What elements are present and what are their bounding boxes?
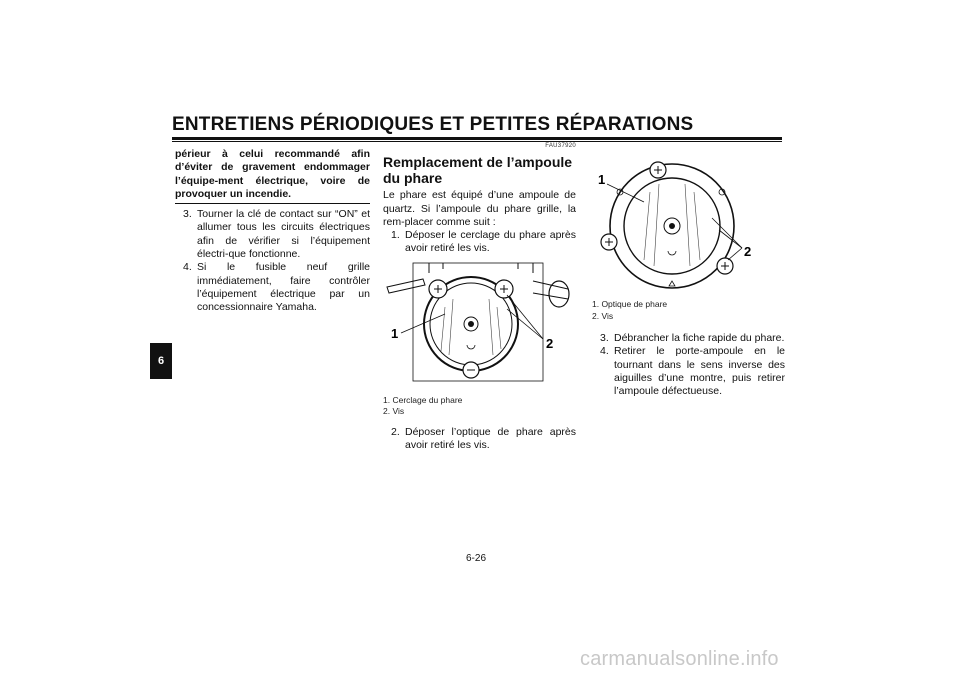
callout-2: 2 (744, 244, 752, 259)
step-text: Tourner la clé de contact sur “ON” et allumer tous les circuits électriques afin de vérifier si l’équipement électri-que fonctionne. (197, 208, 370, 261)
figure-caption-2: 2. Vis (592, 310, 614, 321)
step-number: 4. (600, 345, 609, 358)
mirror-stalk (549, 281, 569, 307)
step-text: Déposer le cerclage du phare après avoir retiré les vis. (405, 229, 576, 255)
step-number: 3. (600, 332, 609, 344)
handlebar-right (533, 281, 568, 299)
screw-top-left (429, 280, 447, 298)
step-number: 4. (183, 261, 192, 274)
callout-2: 2 (546, 335, 554, 351)
callout-1: 1 (391, 325, 399, 341)
step-3 (183, 208, 370, 261)
screw-bottom (463, 362, 479, 378)
handlebar-left (387, 279, 425, 293)
intro-paragraph: Le phare est équipé d’une ampoule de quartz. Si l’ampoule du phare grille, la rem-placer comme suit : (383, 189, 576, 228)
step-number: 3. (183, 208, 192, 221)
screw-top-right (495, 280, 513, 298)
figure-caption-2: 2. Vis (383, 406, 405, 417)
step-1 (391, 229, 576, 256)
screw-left (601, 234, 617, 250)
callout-1: 1 (598, 172, 606, 187)
page-number: 6-26 (466, 553, 487, 564)
headlight-unit-figure (592, 156, 777, 296)
middle-column (383, 140, 576, 452)
step-text: Débrancher la fiche rapide du phare. (614, 332, 785, 344)
screw-right (717, 258, 733, 274)
figure-caption-1: 1. Cerclage du phare (383, 394, 463, 405)
section-title: Remplacement de l’ampoule du phare (383, 154, 573, 187)
screw-top (650, 162, 666, 178)
chapter-tab: 6 (150, 343, 172, 379)
right-column (592, 140, 785, 398)
left-column (175, 148, 370, 315)
watermark: carmanualsonline.info (580, 648, 779, 670)
figure-caption-1: 1. Optique de phare (592, 299, 668, 309)
step-4 (600, 345, 785, 398)
headlight-rim-figure (383, 259, 573, 391)
step-number: 2. (391, 425, 400, 438)
step-4 (183, 261, 370, 314)
step-text: Si le fusible neuf grille immédiatement, faire contrôler l’équipement électrique par un concessionnaire Yamaha. (197, 261, 370, 314)
step-2 (391, 426, 576, 453)
page-title: ENTRETIENS PÉRIODIQUES ET PETITES RÉPARATIONS (172, 114, 694, 135)
warning-rule (175, 203, 370, 204)
bracket-detail (429, 263, 533, 273)
warning-text: périeur à celui recommandé afin d’éviter de gravement endommager l’équipe-ment électrique, voire de provoquer un incendie. (175, 148, 370, 200)
step-number: 1. (391, 229, 400, 242)
bulb-core (669, 223, 675, 229)
reference-code: FAU37920 (545, 143, 576, 149)
step-text: Déposer l’optique de phare après avoir retiré les vis. (405, 425, 576, 452)
bulb-core (468, 321, 474, 327)
step-text: Retirer le porte-ampoule en le tournant dans le sens inverse des aiguilles d’une montre, puis retirer l’ampoule défectueuse. (614, 345, 785, 398)
step-3 (600, 332, 785, 345)
